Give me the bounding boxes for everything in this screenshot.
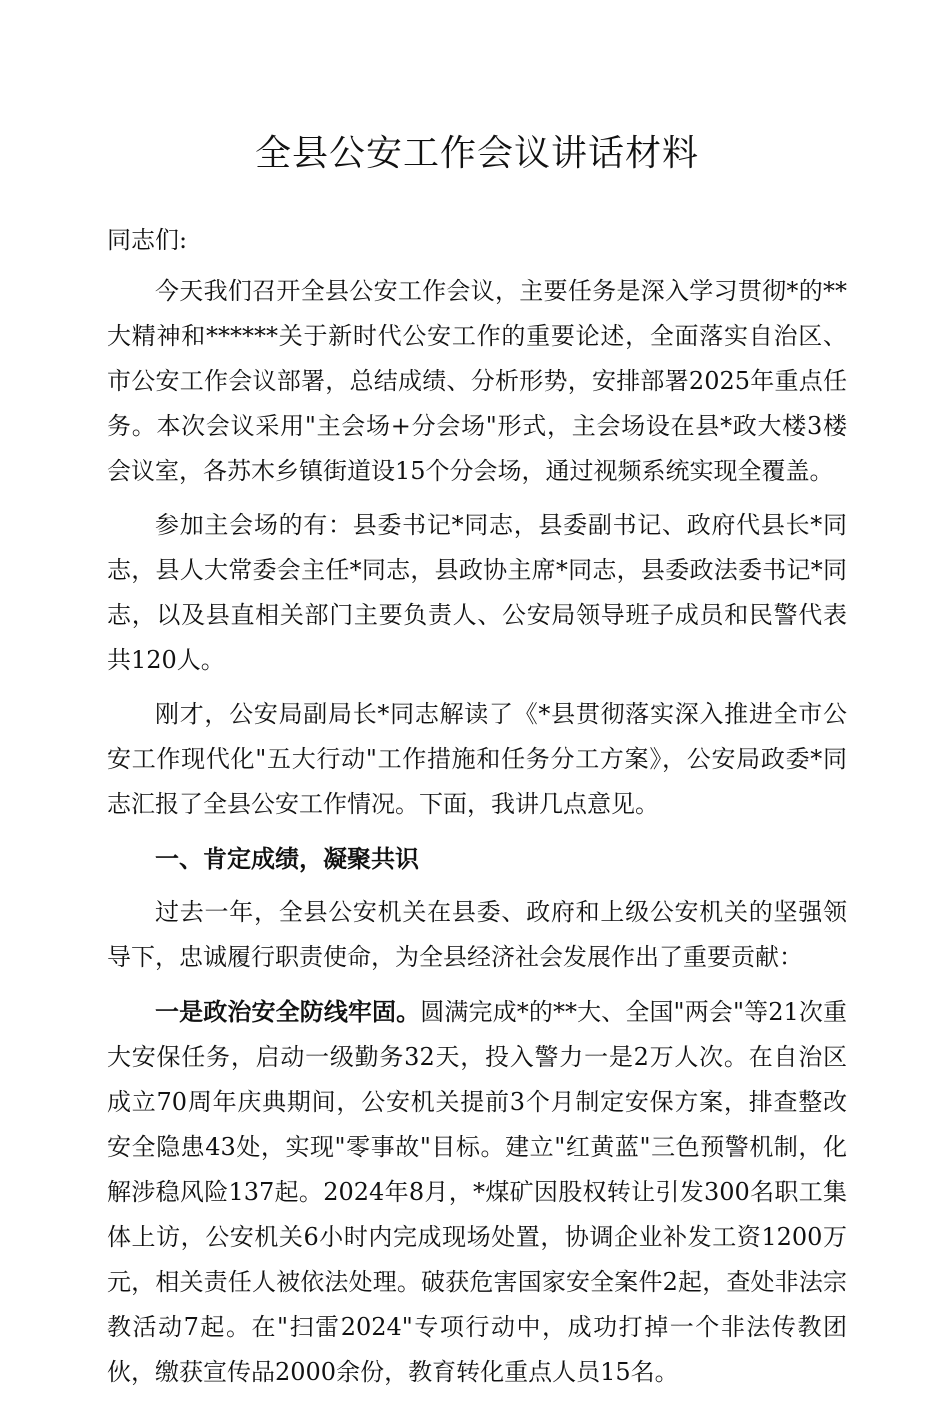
paragraph-point-1 — [107, 989, 847, 1395]
paragraph-attendees: 参加主会场的有：县委书记*同志，县委副书记、政府代县长*同志，县人大常委会主任*同志，县政协主席*同志，县委政法委书记*同志，以及县直相关部门主要负责人、公安局领导班子成员和民警代表共120人。 — [107, 511, 847, 674]
point-1-body: 圆满完成*的**大、全国"两会"等21次重大安保任务，启动一级勤务32天，投入警力一是2万人次。在自治区成立70周年庆典期间，公安机关提前3个月制定安保方案，排查整改安全隐患43处，实现"零事故"目标。建立"红黄蓝"三色预警机制，化解涉稳风险137起。2024年8月，*煤矿因股权转让引发300名职工集体上访，公安机关6小时内完成现场处置，协调企业补发工资1200万元，相关责任人被依法处理。破获危害国家安全案件2起，查处非法宗教活动7起。在"扫雷2024"专项行动中，成功打掉一个非法传教团伙，缴获宣传品2000余份，教育转化重点人员15名。 — [107, 998, 847, 1386]
point-1-lead: 一是政治安全防线牢固。 — [155, 997, 421, 1026]
section-heading-1: 一、肯定成绩，凝聚共识 — [155, 844, 419, 873]
document-page — [107, 120, 847, 1404]
document-title: 全县公安工作会议讲话材料 — [254, 133, 699, 174]
paragraph-opening: 今天我们召开全县公安工作会议，主要任务是深入学习贯彻*的**大精神和******关于新时代公安工作的重要论述，全面落实自治区、市公安工作会议部署，总结成绩、分析形势，安排部署2025年重点任务。本次会议采用"主会场+分会场"形式，主会场设在县*政大楼3楼会议室，各苏木乡镇街道设15个分会场，通过视频系统实现全覆盖。 — [107, 277, 847, 485]
salutation: 同志们: — [107, 226, 188, 254]
paragraph-section1-intro: 过去一年，全县公安机关在县委、政府和上级公安机关的坚强领导下，忠诚履行职责使命，为全县经济社会发展作出了重要贡献： — [107, 898, 847, 971]
paragraph-agenda: 刚才，公安局副局长*同志解读了《*县贯彻落实深入推进全市公安工作现代化"五大行动"工作措施和任务分工方案》，公安局政委*同志汇报了全县公安工作情况。下面，我讲几点意见。 — [107, 700, 847, 818]
